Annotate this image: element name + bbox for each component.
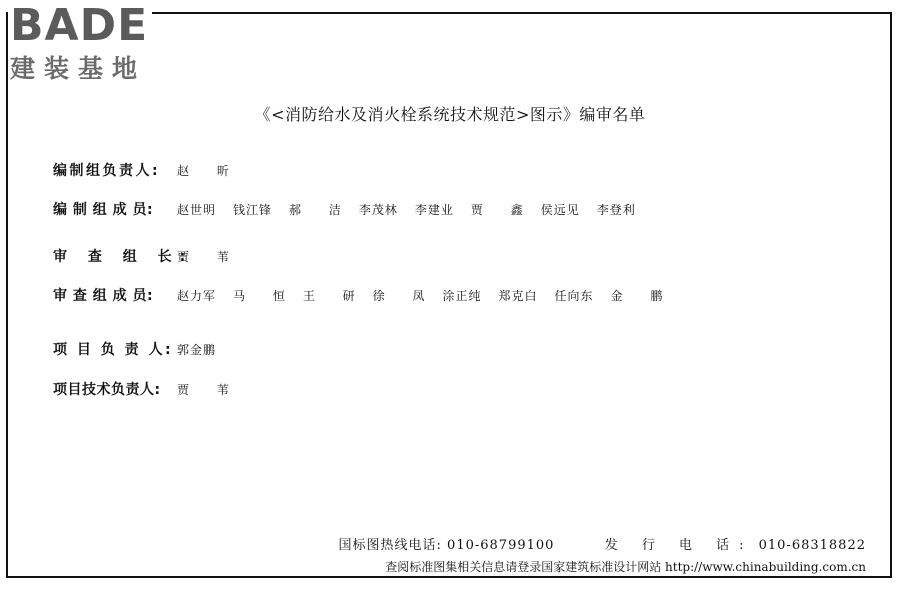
names-list: [177, 285, 680, 307]
publisher-phone-label: 发 行 电 话:: [604, 538, 754, 553]
hotline-label: 国标图热线电话:: [338, 538, 442, 553]
person-name: 金 鹏: [610, 289, 675, 303]
person-name: 李登利: [596, 203, 636, 217]
row-technical-leader: [53, 379, 247, 401]
person-name: 徐 凤: [372, 289, 437, 303]
row-project-leader: [53, 339, 233, 361]
person-name: 贾 鑫: [470, 203, 535, 217]
row-label: 编制组负责人:: [53, 163, 161, 179]
footer-phone-line: [339, 537, 866, 555]
person-name: 李建业: [414, 203, 454, 217]
person-name: 马 恒: [233, 289, 297, 303]
row-label: 项 目 负 责 人:: [53, 342, 174, 358]
person-name: 郝 洁: [289, 203, 353, 217]
row-label: 审 查 组 成 员:: [53, 288, 154, 304]
row-editorial-members: [53, 199, 653, 221]
names-list: [177, 199, 653, 221]
footer-website-line: 查阅标准图集相关信息请登录国家建筑标准设计网站 http://www.chinabuilding.com.cn: [385, 560, 866, 574]
document-title: 《<消防给水及消火栓系统技术规范>图示》编审名单: [254, 105, 646, 124]
hotline-number: 010-68799100: [447, 538, 555, 553]
person-name: 钱江锋: [233, 203, 273, 217]
row-editor-in-charge: [53, 160, 247, 182]
person-name: 贾 苇: [177, 383, 241, 397]
row-label: 编 制 组 成 员:: [53, 202, 154, 218]
person-name: 贾 苇: [177, 250, 241, 264]
publisher-phone-number: 010-68318822: [758, 538, 866, 553]
names-list: [177, 339, 233, 361]
row-label: 项目技术负责人:: [53, 382, 161, 398]
logo-chinese-text: 建装基地: [10, 54, 147, 83]
person-name: 任向东: [554, 289, 594, 303]
person-name: 赵 昕: [177, 164, 241, 178]
person-name: 李茂林: [358, 203, 398, 217]
person-name: 郭金鹏: [177, 343, 217, 357]
names-list: [177, 379, 247, 401]
row-review-members: [53, 285, 680, 307]
names-list: [177, 160, 247, 182]
person-name: 郑克白: [498, 289, 538, 303]
person-name: 王 研: [302, 289, 367, 303]
names-list: [177, 246, 247, 268]
logo-latin-text: BADE: [8, 0, 152, 52]
person-name: 赵世明: [177, 203, 217, 217]
person-name: 侯远见: [540, 203, 580, 217]
person-name: 涂正纯: [442, 289, 482, 303]
row-review-leader: [53, 246, 247, 268]
person-name: 赵力军: [177, 289, 217, 303]
row-label: 审 查 组 长:: [53, 249, 194, 265]
